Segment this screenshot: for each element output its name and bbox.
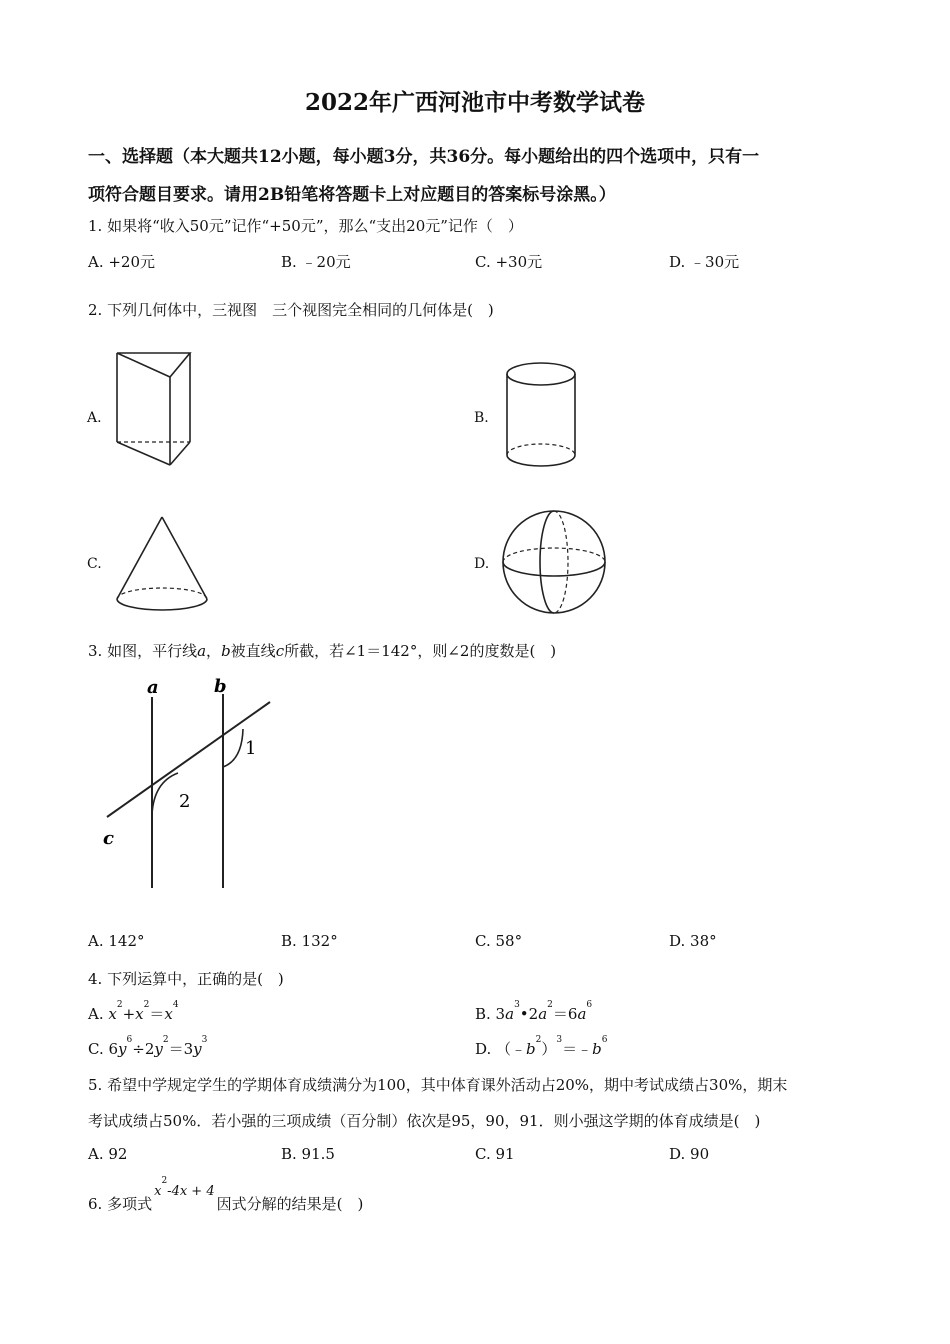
- q3-option-b: B. 132°: [281, 932, 338, 950]
- q6-expression: $x^2-4x + 4$: [154, 1176, 215, 1199]
- sphere-figure: [498, 508, 610, 616]
- triangular-prism-figure: [108, 345, 198, 470]
- q5-option-c: C. 91: [475, 1145, 515, 1163]
- q1-option-d: D. ﹣30元: [669, 253, 740, 271]
- angle-label-1: 1: [245, 738, 257, 759]
- cylinder-figure: [500, 360, 582, 472]
- q1-option-b: B. ﹣20元: [281, 253, 351, 271]
- q4-option-c: C. $6y^6\div 2y^2=3y^3$: [88, 1035, 208, 1058]
- page-title: 2022年广西河池市中考数学试卷: [304, 89, 645, 116]
- q3-option-a: A. 142°: [88, 932, 145, 950]
- q2-label-a: A.: [87, 410, 102, 426]
- q4-option-d: D. $(﹣b^2)^3=﹣b^6$: [475, 1035, 608, 1058]
- q5-stem-line1: 5. 希望中学规定学生的学期体育成绩满分为100，其中体育课外活动占20%，期中考试成绩占30%，期末: [88, 1076, 788, 1094]
- q2-label-c: C.: [87, 556, 102, 572]
- cone-figure: [112, 512, 212, 614]
- section-heading-line2: 项符合题目要求。请用2B铅笔将答题卡上对应题目的答案标号涂黑。）: [88, 185, 616, 205]
- q4-stem: 4. 下列运算中，正确的是( ): [88, 970, 284, 988]
- q5-stem-line2: 考试成绩占50%．若小强的三项成绩（百分制）依次是95，90，91．则小强这学期的体育成绩是( ): [88, 1112, 761, 1130]
- parallel-lines-figure: [95, 672, 280, 892]
- q1-option-a: A. +20元: [88, 253, 156, 271]
- q1-stem: 1. 如果将“收入50元”记作“+50元”，那么“支出20元”记作（ ）: [88, 217, 523, 235]
- line-label-a: a: [147, 677, 159, 698]
- section-heading-line1: 一、选择题（本大题共12小题，每小题3分，共36分。每小题给出的四个选项中，只有一: [88, 147, 760, 167]
- q5-option-d: D. 90: [669, 1145, 710, 1163]
- q5-option-a: A. 92: [88, 1145, 128, 1163]
- q5-option-b: B. 91.5: [281, 1145, 335, 1163]
- line-label-b: b: [214, 676, 227, 697]
- q2-label-b: B.: [474, 410, 489, 426]
- q4-option-b: B. $3a^3•2a^2=6a^6$: [475, 1000, 593, 1023]
- line-label-c: c: [103, 828, 114, 849]
- q2-label-d: D.: [474, 556, 490, 572]
- q1-option-c: C. +30元: [475, 253, 543, 271]
- q4-option-a: A. $x^2+x^2=x^4$: [88, 1000, 179, 1023]
- q3-stem: 3. 如图，平行线a，b被直线c所截，若∠1＝142°，则∠2的度数是( ): [88, 642, 557, 660]
- q6-stem: 6. 多项式$x^2-4x + 4$因式分解的结果是( ): [88, 1176, 364, 1213]
- angle-label-2: 2: [179, 791, 191, 812]
- q2-stem: 2. 下列几何体中，三视图 三个视图完全相同的几何体是( ): [88, 301, 494, 319]
- q3-option-c: C. 58°: [475, 932, 523, 950]
- q3-option-d: D. 38°: [669, 932, 717, 950]
